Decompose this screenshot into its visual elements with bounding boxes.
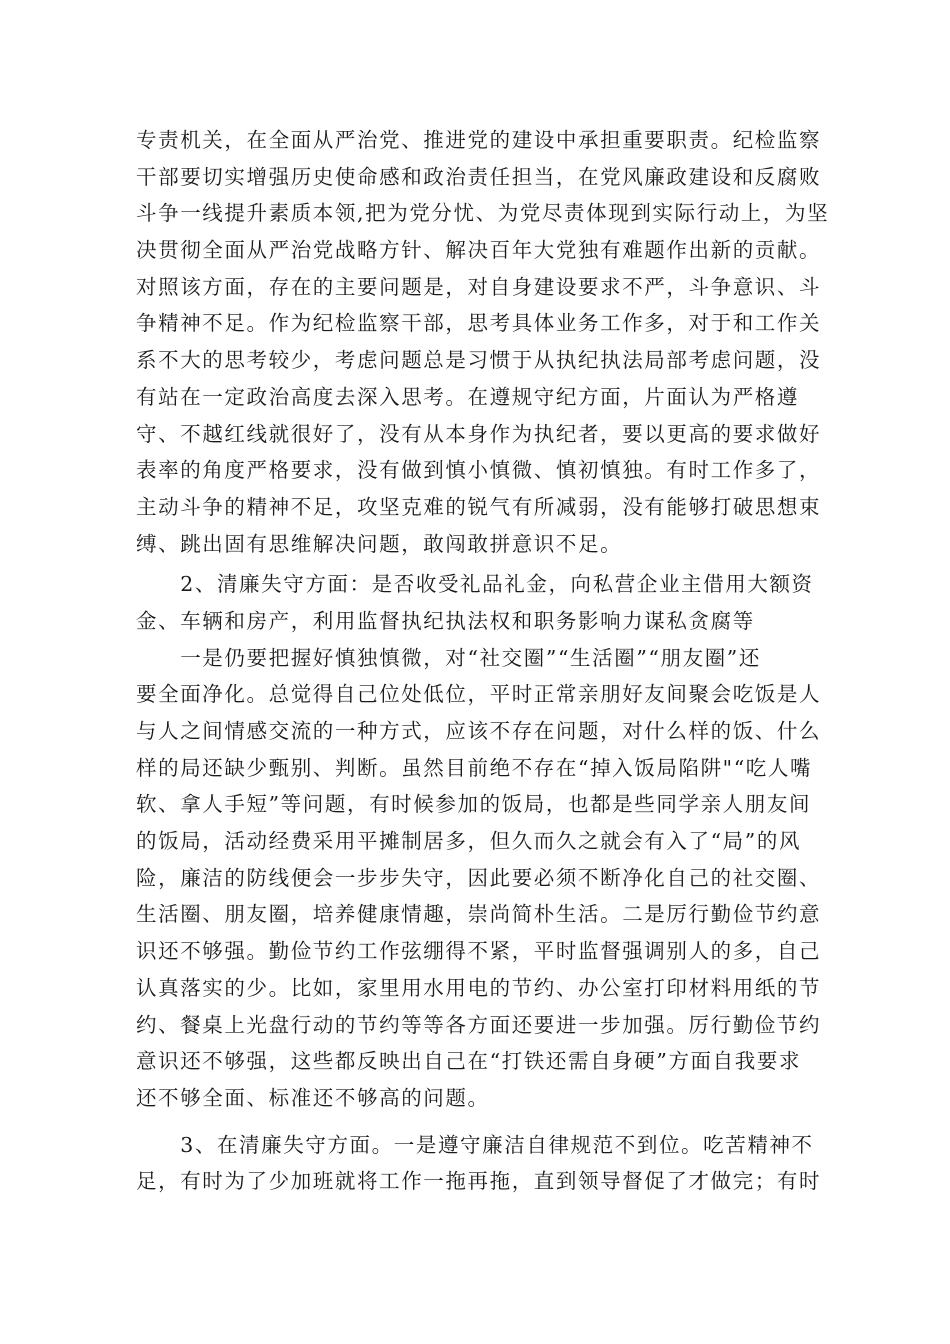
text-line: 缚、跳出固有思维解决问题，敢闯敢拼意识不足。 [136,531,623,556]
text-line: 约、餐桌上光盘行动的节约等等各方面还要进一步加强。厉行勤俭节约 [136,1012,822,1037]
text-line: 软、拿人手短”等问题，有时候参加的饭局，也都是些同学亲人朋友间 [136,792,812,817]
text-line: 主动斗争的精神不足，攻坚克难的锐气有所减弱，没有能够打破思想束 [136,494,822,519]
section-heading-line: 2、清廉失守方面：是否收受礼品礼金，向私营企业主借用大额资 [136,572,814,597]
text-line: 生活圈、朋友圈，培养健康情趣，崇尚简朴生活。二是厉行勤俭节约意 [136,902,822,927]
text-line: 一是仍要把握好慎独慎微，对“社交圈”“生活圈”“朋友圈”还 [136,645,761,670]
text-line: 表率的角度严格要求，没有做到慎小慎微、慎初慎独。有时工作多了， [136,458,822,483]
section-heading-line: 金、车辆和房产，利用监督执纪执法权和职务影响力谋私贪腐等 [136,608,755,633]
section-heading-line: 3、在清廉失守方面。一是遵守廉洁自律规范不到位。吃苦精神不 [136,1132,814,1157]
text-line: 守、不越红线就很好了，没有从本身作为执纪者，要以更高的要求做好 [136,421,822,446]
text-line: 斗争一线提升素质本领,把为党分忧、为党尽责体现到实际行动上，为坚 [136,201,830,226]
text-line: 还不够全面、标准还不够高的问题。 [136,1085,490,1110]
text-line: 系不大的思考较少，考虑问题总是习惯于从执纪执法局部考虑问题，没 [136,348,822,373]
text-line: 干部要切实增强历史使命感和政治责任担当，在党风廉政建设和反腐败 [136,164,822,189]
document-body [136,122,836,1200]
text-line: 足，有时为了少加班就将工作一拖再拖，直到领导督促了才做完；有时 [136,1169,822,1194]
text-line: 的饭局，活动经费采用平摊制居多，但久而久之就会有入了“局”的风 [136,829,802,854]
text-line: 样的局还缺少甄别、判断。虽然目前绝不存在“掉入饭局陷阱"“吃人嘴 [136,755,813,780]
text-line: 争精神不足。作为纪检监察干部，思考具体业务工作多，对于和工作关 [136,311,822,336]
text-line: 有站在一定政治高度去深入思考。在遵规守纪方面，片面认为严格遵 [136,384,799,409]
text-line: 识还不够强。勤俭节约工作弦绷得不紧，平时监督强调别人的多，自己 [136,939,822,964]
text-line: 对照该方面，存在的主要问题是，对自身建设要求不严，斗争意识、斗 [136,274,822,299]
text-line: 要全面净化。总觉得自己位处低位，平时正常亲朋好友间聚会吃饭是人 [136,682,822,707]
text-line: 险，廉洁的防线便会一步步失守，因此要必须不断净化自己的社交圈、 [136,865,822,890]
text-line: 意识还不够强，这些都反映出自己在“打铁还需自身硬”方面自我要求 [136,1049,802,1074]
text-line: 与人之间情感交流的一种方式，应该不存在问题，对什么样的饭、什么 [136,719,822,743]
text-line: 决贯彻全面从严治党战略方针、解决百年大党独有难题作出新的贡献。 [136,238,822,263]
text-line: 专责机关，在全面从严治党、推进党的建设中承担重要职责。纪检监察 [136,128,822,152]
text-line: 认真落实的少。比如，家里用水用电的节约、办公室打印材料用纸的节 [136,975,822,1000]
